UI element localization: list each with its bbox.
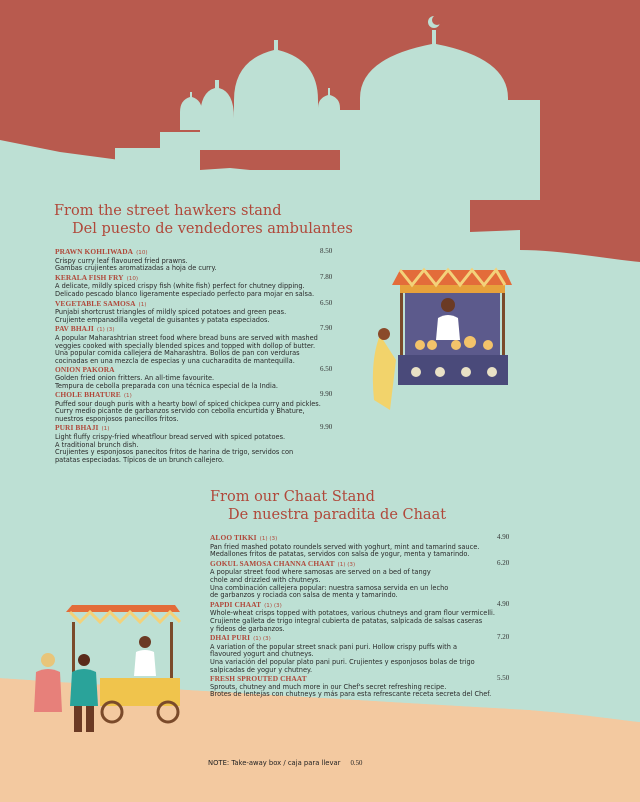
menu-item-name: PURI BHAJI [55,423,99,433]
menu-item-price: 5.50 [497,674,510,683]
menu-item-name: CHOLE BHATURE [55,390,121,400]
menu-item-description: Una combinación callejera popular: nuestra samosa servida en un lecho [210,583,449,592]
allergen-tag: (10) [136,250,148,256]
menu-item-price: 8.50 [320,247,333,255]
menu-item-description: salpicadas de yogur y chutney. [210,665,313,674]
menu-item-description: Pan fried mashed potato roundels served with yoghurt, mint and tamarind sauce. [210,542,480,551]
menu-item-description: patatas especiadas. Típicos de un brunch callejero. [55,455,224,464]
menu-item [55,325,335,365]
menu-item [210,601,510,633]
allergen-tag: (1) [138,301,147,308]
menu-item-name: ONION PAKORA [55,365,115,375]
menu-item-description: cocinadas en una mezcla de especias y una cucharadita de mantequilla. [55,356,295,365]
menu-item-description: veggies cooked with specially blended spices and topped with dollop of butter. [55,341,316,350]
allergen-tag: (1) (3) [259,536,278,542]
menu-item-description: Una variación del popular plato pani puri. Crujientes y esponjosos bolas de trigo [210,657,475,666]
section-title-en: From our Chaat Stand [210,489,375,505]
menu-item-description: Crujiente galleta de trigo integral cubierta de patatas, salpicada de salsas caseras [210,616,483,625]
menu-item-description: Whole-wheat crisps topped with potatoes, various chutneys and gram flour vermicelli. [210,609,495,618]
menu-item-description: A popular Maharashtrian street food where bread buns are served with mashed [55,333,318,342]
menu-item-description: Punjabi shortcrust triangles of mildly spiced potatoes and green peas. [55,308,287,317]
menu-item-description: Brotes de lentejas con chutneys y más para esta refrescante receta secreta del Chef. [210,690,492,699]
menu-item-price: 7.20 [497,633,510,642]
menu-item-price: 6.50 [320,298,333,307]
menu-item-name: PRAWN KOHLIWADA [55,247,134,256]
section-title-en: From the street hawkers stand [54,203,282,219]
menu-item-description: Light fluffy crispy-fried wheatflour bread served with spiced potatoes. [55,433,286,442]
menu-item-name: PAPDI CHAAT [210,599,262,609]
menu-item [55,391,335,423]
allergen-tag: (1) (3) [337,561,356,568]
street-stall-illustration [373,270,512,410]
menu-item-name: VEGETABLE SAMOSA [55,298,136,308]
street-hawkers-menu [55,248,335,465]
menu-item-name: FRESH SPROUTED CHAAT [210,674,307,684]
allergen-tag: (1) (3) [264,602,282,609]
menu-item-description: A popular street food where samosas are served on a bed of tangy [210,568,431,577]
takeaway-note [208,759,362,767]
menu-item-description: Tempura de cebolla preparada con una técnica especial de la India. [55,381,278,390]
menu-item-description: y fideos de garbanzos. [210,624,285,633]
menu-item-price: 4.90 [497,533,510,541]
menu-item [55,300,335,325]
menu-item-price: 6.50 [320,365,333,374]
menu-item [210,634,510,674]
menu-item-description: Delicado pescado blanco ligeramente especiado perfecto para mojar en salsa. [55,289,315,298]
menu-item-description: Gambas crujientes aromatizadas a hoja de curry. [55,264,217,273]
menu-item-name: KERALA FISH FRY [55,272,124,282]
menu-item [55,248,335,273]
allergen-tag: (1) (3) [96,327,115,334]
menu-item-description: Crispy curry leaf flavoured fried prawns. [55,256,188,265]
menu-item-price: 9.90 [320,390,333,399]
menu-item-price: 9.90 [320,423,333,432]
menu-item-description: Crujientes y esponjosos panecitos fritos de harina de trigo, servidos con [55,448,294,457]
menu-item-name: GOKUL SAMOSA CHANNA CHAAT [210,558,335,568]
menu-item-price: 6.20 [497,558,510,567]
section-title-es: Del puesto de vendedores ambulantes [72,221,353,237]
menu-item-description: Curry medio picante de garbanzos servido con cebolla encurtida y Bhature, [55,407,305,416]
menu-item-description: Medallones fritos de patatas, servidos con salsa de yogur, menta y tamarindo. [210,550,470,559]
allergen-tag: (10) [126,275,139,282]
menu-item-price: 4.90 [497,599,510,608]
menu-item-price: 7.90 [320,324,333,333]
menu-item-name: PAV BHAJI [55,324,94,334]
menu-item-description: de garbanzos y rociada con salsa de menta y tamarindo. [210,591,398,600]
menu-item [55,424,335,464]
section-chaat-stand-title [210,488,446,524]
menu-item-name: ALOO TIKKI [210,533,257,542]
note-label: NOTE: Take-away box / caja para llevar [208,759,341,767]
menu-item-description: Puffed sour dough puris with a hearty bowl of spiced chickpea curry and pickles. [55,399,321,408]
menu-item-price: 7.80 [320,272,333,281]
menu-item-description: A variation of the popular street snack pani puri. Hollow crispy puffs with a [210,642,458,651]
menu-item-description: chole and drizzled with chutneys. [210,575,321,584]
menu-item [55,366,335,390]
section-street-hawkers-title [54,202,353,238]
menu-item [210,560,510,600]
menu-item-description: A traditional brunch dish. [55,440,139,449]
menu-item-description: Crujiente empanadilla vegetal de guisantes y patata especiados. [55,315,270,324]
menu-item [210,534,510,559]
menu-item-description: A delicate, mildly spiced crispy fish (white fish) perfect for chutney dipping. [55,282,305,291]
menu-item-description: flavoured yogurt and chutneys. [210,650,314,659]
menu-item-name: DHAI PURI [210,633,251,643]
menu-item [210,675,510,699]
allergen-tag: (1) (3) [253,636,271,643]
menu-item-description: nuestros esponjosos panecillos fritos. [55,414,179,423]
section-title-es: De nuestra paradita de Chaat [228,507,447,523]
allergen-tag: (1) [101,426,110,433]
menu-item [55,274,335,299]
chaat-stand-menu [210,534,510,700]
menu-item-description: Golden fried onion fritters. An all-time favourite. [55,373,215,382]
note-price: 0.50 [350,760,363,767]
menu-item-description: Sprouts, chutney and much more in our Chef's secret refreshing recipe. [210,682,447,691]
allergen-tag: (1) [123,393,132,400]
menu-item-description: Una popular comida callejera de Maharashtra. Bollos de pan con verduras [55,349,300,358]
